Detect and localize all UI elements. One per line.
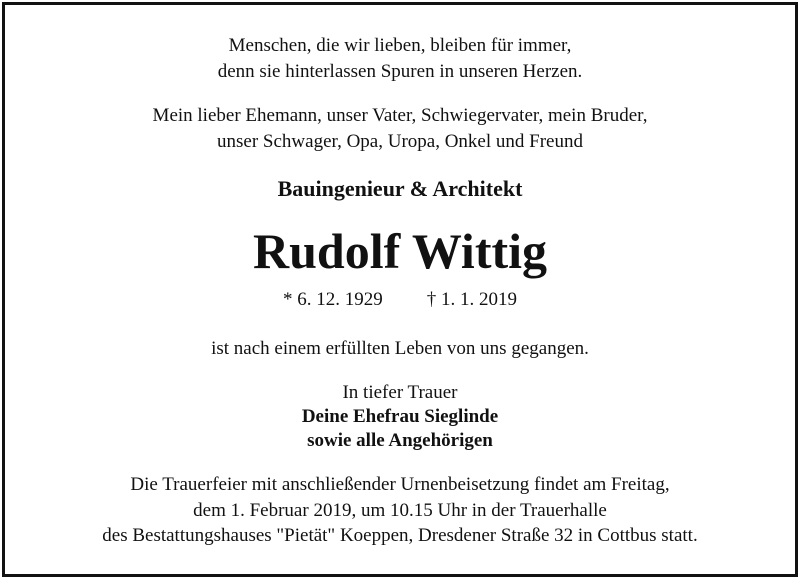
quote-line-1: Menschen, die wir lieben, bleiben für immer, [228, 35, 572, 56]
passing-text: ist nach einem erfüllten Leben von uns gegangen. [211, 338, 589, 359]
mourning-relatives: sowie alle Angehörigen [307, 430, 493, 451]
profession: Bauingenieur & Architekt [277, 176, 523, 201]
funeral-line-2: dem 1. Februar 2019, um 10.15 Uhr in der Trauerhalle [193, 500, 607, 521]
life-dates [0, 289, 800, 311]
death-date: † 1. 1. 2019 [426, 289, 517, 310]
intro-line-1: Mein lieber Ehemann, unser Vater, Schwiegervater, mein Bruder, [152, 105, 648, 126]
funeral-line-3: des Bestattungshauses "Pietät" Koeppen, Dresdener Straße 32 in Cottbus statt. [102, 525, 698, 546]
mourning-spouse: Deine Ehefrau Sieglinde [301, 406, 499, 427]
mourning-intro: In tiefer Trauer [342, 382, 458, 403]
intro-line-2: unser Schwager, Opa, Uropa, Onkel und Freund [217, 131, 583, 152]
deceased-name: Rudolf Wittig [252, 223, 548, 279]
funeral-line-1: Die Trauerfeier mit anschließender Urnenbeisetzung findet am Freitag, [130, 474, 670, 495]
birth-date: * 6. 12. 1929 [283, 289, 383, 310]
quote-line-2: denn sie hinterlassen Spuren in unseren Herzen. [217, 61, 583, 82]
